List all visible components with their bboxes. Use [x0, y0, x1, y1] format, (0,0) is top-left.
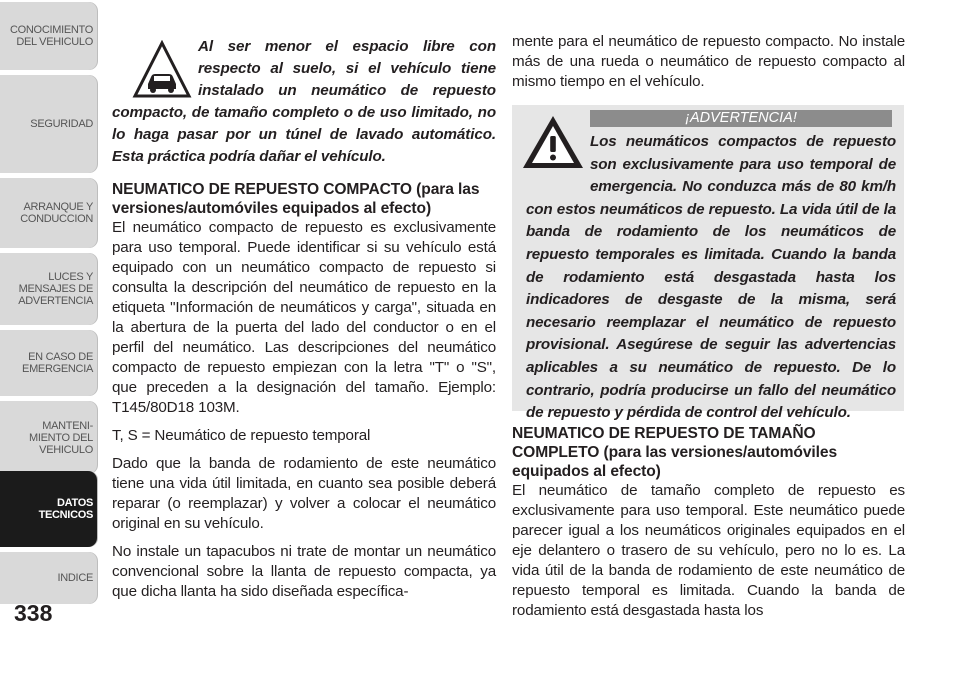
compact-spare-continuation: mente para el neumático de repuesto compacto. No instale más de una rueda o neumático de repuesto compacto al mismo tiempo en el vehículo.: [512, 33, 905, 90]
compact-spare-paragraph-3: Dado que la banda de rodamiento de este neumático tiene una vida útil limitada, en cuanto sea posible deberá reparar (o reemplazar) y volver a colocar el neumático original en su vehículo.: [112, 455, 496, 532]
tab-mantenimiento-del-vehiculo[interactable]: MANTENI- MIENTO DEL VEHICULO: [0, 401, 97, 474]
warning-body: Los neumáticos compactos de repuesto son exclusivamente para uso temporal de emergencia. No conduzca más de 80 km/h con estos neumáticos de repuesto. La vida útil de la banda de rodamiento de los neumáticos de repuesto temporales es limitada. Cuando la banda de rodamiento está desgastada hasta los indicadores de desgaste de la misma, será necesario reemplazar el neumático de repuesto provisional. Asegúrese de seguir las advertencias aplicables a su neumático de repuesto. De lo contrario, podría producirse un fallo del neumático de repuesto y pérdida de control del vehículo.: [526, 133, 896, 422]
tab-conocimiento-del-vehiculo[interactable]: CONOCIMIENTO DEL VEHICULO: [0, 2, 97, 70]
warning-title: ¡ADVERTENCIA!: [590, 110, 892, 127]
note-text: Al ser menor el espacio libre con respecto al suelo, si el vehículo tiene instalado un neumático de repuesto compacto, de tamaño completo o de uso limitado, no lo haga pasar por un túnel de lavado automático. Esta práctica podría dañar el vehículo.: [112, 38, 496, 165]
left-column: [112, 0, 496, 602]
compact-spare-heading: NEUMATICO DE REPUESTO COMPACTO (para las versiones/automóviles equipados al efecto): [112, 181, 480, 217]
warning-text: [526, 131, 896, 425]
full-size-spare-section: [512, 424, 905, 621]
compact-spare-paragraph-1: El neumático compacto de repuesto es exclusivamente para uso temporal. Puede identificar si su vehículo está equipado con un neumático compacto de repuesto si consulta la descripción del neumático de repuesto en la etiqueta "Información de neumáticos y carga", situada en la abertura de la puerta del lado del conductor o en el perfil del neumático. Las descripciones del neumático compacto de repuesto empiezan con la letra "T" o "S", que preceden a la designación del tamaño. Ejemplo: T145/80D18 103M.: [112, 219, 496, 416]
tab-seguridad[interactable]: SEGURIDAD: [0, 75, 97, 173]
tab-arranque-y-conduccion[interactable]: ARRANQUE Y CONDUCCION: [0, 178, 97, 248]
car-warning-icon: [132, 40, 192, 100]
tab-datos-tecnicos[interactable]: DATOS TECNICOS: [0, 471, 97, 547]
tab-indice[interactable]: INDICE: [0, 552, 97, 604]
full-size-spare-paragraph: El neumático de tamaño completo de repuesto es exclusivamente para uso temporal. Este neumático puede parecer igual a los neumáticos originales equipados en el eje delantero o trasero de su vehículo, pero no lo es. La vida útil de la banda de rodamiento de este neumático de repuesto temporal es limitada. Cuando la banda de rodamiento está desgastada hasta los: [512, 482, 905, 619]
page-number: 338: [14, 600, 53, 626]
car-wash-note: [112, 36, 496, 168]
tab-en-caso-de-emergencia[interactable]: EN CASO DE EMERGENCIA: [0, 330, 97, 396]
compact-spare-paragraph-4: No instale un tapacubos ni trate de montar un neumático convencional sobre la llanta de repuesto compacta, ya que dicha llanta ha sido diseñada específica-: [112, 543, 496, 600]
tab-luces-y-mensajes[interactable]: LUCES Y MENSAJES DE ADVERTENCIA: [0, 253, 97, 325]
compact-spare-paragraph-2: T, S = Neumático de repuesto temporal: [112, 427, 371, 444]
full-size-spare-heading: NEUMATICO DE REPUESTO DE TAMAÑO COMPLETO (para las versiones/automóviles equipados al efecto): [512, 425, 838, 480]
